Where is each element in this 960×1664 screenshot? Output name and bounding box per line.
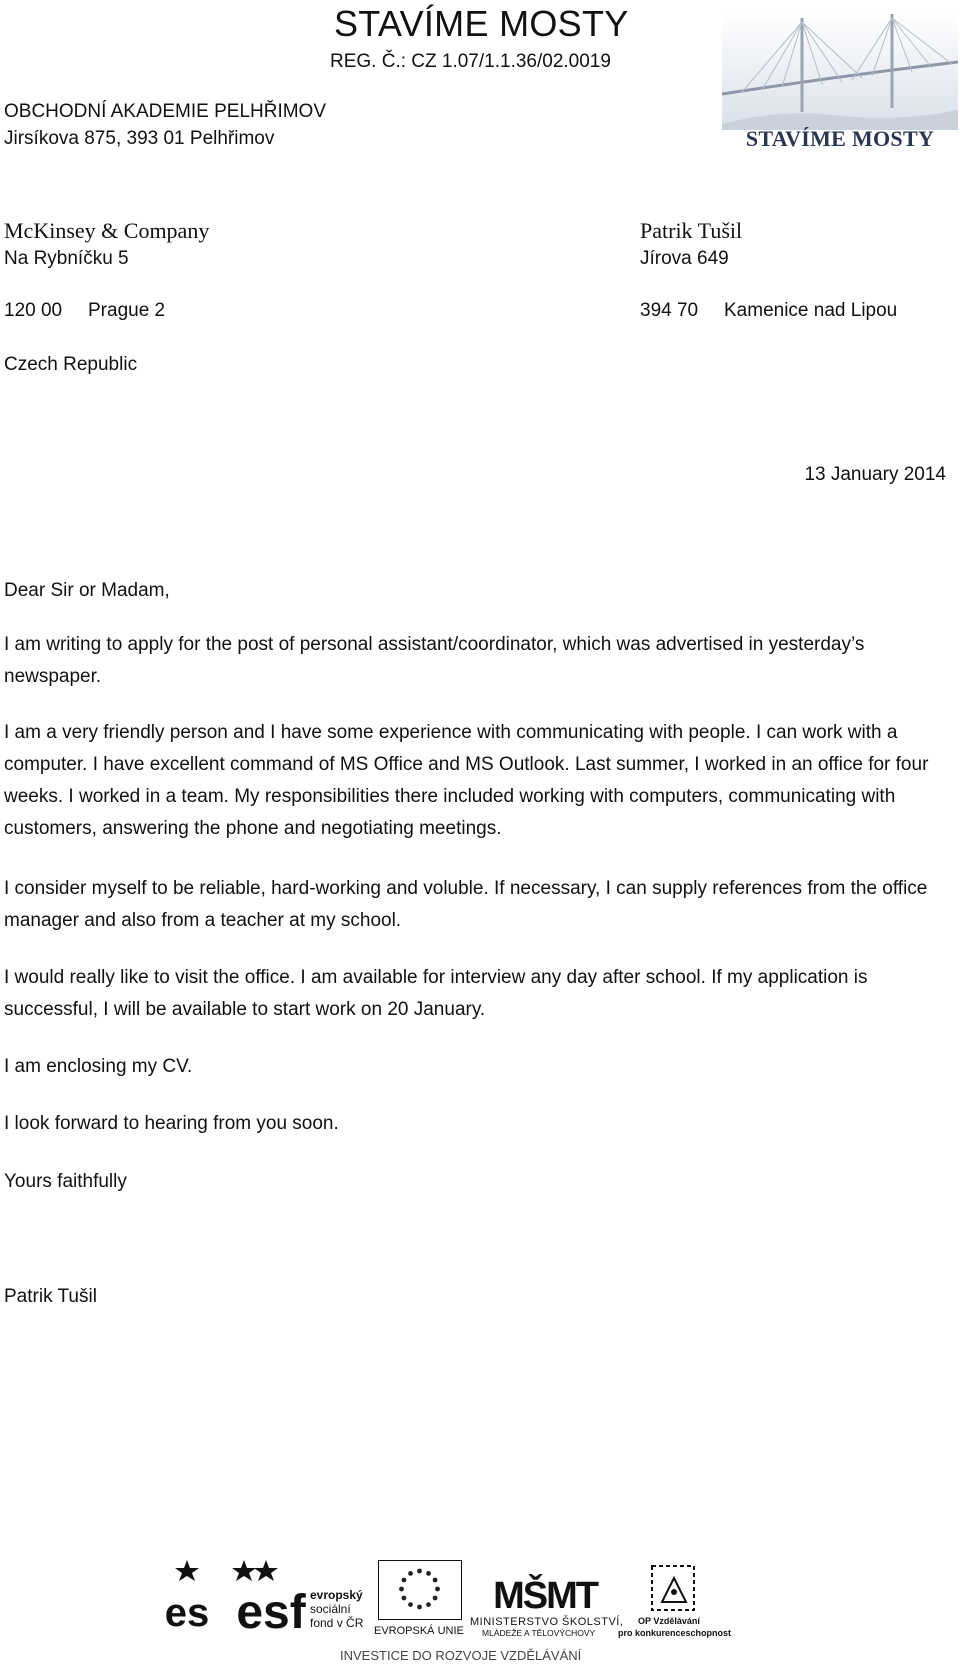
recipient-country: Czech Republic [4, 354, 138, 375]
school-address: Jirsíkova 875, 393 01 Pelhřimov [4, 128, 275, 149]
footer-tagline: INVESTICE DO ROZVOJE VZDĚLÁVÁNÍ [340, 1648, 582, 1663]
es-logo-text: es [164, 1591, 210, 1635]
esf-logo-text: esf [236, 1586, 306, 1639]
paragraph-5: I am enclosing my CV. [4, 1056, 193, 1077]
recipient-city: Prague 2 [88, 300, 166, 321]
header-title: STAVÍME MOSTY [334, 3, 629, 44]
msmt-line-1: MINISTERSTVO ŠKOLSTVÍ, [470, 1616, 624, 1628]
msmt-logo-text: MŠMT [493, 1575, 597, 1617]
eu-flag [378, 1560, 462, 1620]
recipient-street: Na Rybníčku 5 [4, 248, 129, 269]
school-name: OBCHODNÍ AKADEMIE PELHŘIMOV [4, 101, 327, 122]
paragraph-4: I would really like to visit the office. I am available for interview any day after school. If my application is successful, I will be available to start work on 20 January. [4, 967, 868, 1020]
op-line-2: pro konkurenceschopnost [618, 1628, 732, 1638]
paragraph-2: I am a very friendly person and I have some experience with communicating with people. I can work with a computer. I have excellent command of MS Office and MS Outlook. Last summer, I worked in an office for four weeks. I worked in a team. My responsibilities there included working with computers, communicating with customers, answering the phone and negotiating meetings. [4, 722, 929, 839]
es-logo [164, 1558, 210, 1635]
salutation: Dear Sir or Madam, [4, 580, 170, 601]
esf-logo [228, 1558, 314, 1639]
sender-street: Jírova 649 [640, 248, 729, 269]
op-line-1: OP Vzdělávání [638, 1616, 700, 1626]
esf-text-1: evropský [310, 1588, 363, 1602]
paragraph-3: I consider myself to be reliable, hard-working and voluble. If necessary, I can supply references from the office manager and also from a teacher at my school. [4, 878, 928, 931]
msmt-line-2: MLÁDEŽE A TĚLOVÝCHOVY [482, 1628, 596, 1638]
registration-number: REG. Č.: CZ 1.07/1.1.36/02.0019 [330, 51, 611, 72]
signature: Patrik Tušil [4, 1286, 97, 1307]
sender-postcode: 394 70 [640, 300, 699, 321]
footer-logos [160, 1556, 800, 1664]
recipient-postcode: 120 00 [4, 300, 63, 321]
esf-text-3: fond v ČR [310, 1616, 364, 1630]
logo-wordmark: STAVÍME MOSTY [745, 126, 935, 151]
msmt-logo [493, 1558, 597, 1617]
sender-city: Kamenice nad Lipou [724, 300, 898, 321]
closing: Yours faithfully [4, 1171, 127, 1192]
op-logo [644, 1558, 704, 1614]
letter-date: 13 January 2014 [804, 464, 946, 485]
sender-name: Patrik Tušil [640, 218, 743, 243]
eu-label: EVROPSKÁ UNIE [374, 1625, 464, 1637]
paragraph-6: I look forward to hearing from you soon. [4, 1113, 339, 1134]
recipient-name: McKinsey & Company [4, 218, 210, 243]
paragraph-1: I am writing to apply for the post of personal assistant/coordinator, which was advertised in yesterday’s newspaper. [4, 634, 865, 687]
bridge-illustration [722, 12, 958, 130]
stavime-mosty-logo [722, 12, 958, 152]
esf-text-2: sociální [310, 1602, 351, 1616]
